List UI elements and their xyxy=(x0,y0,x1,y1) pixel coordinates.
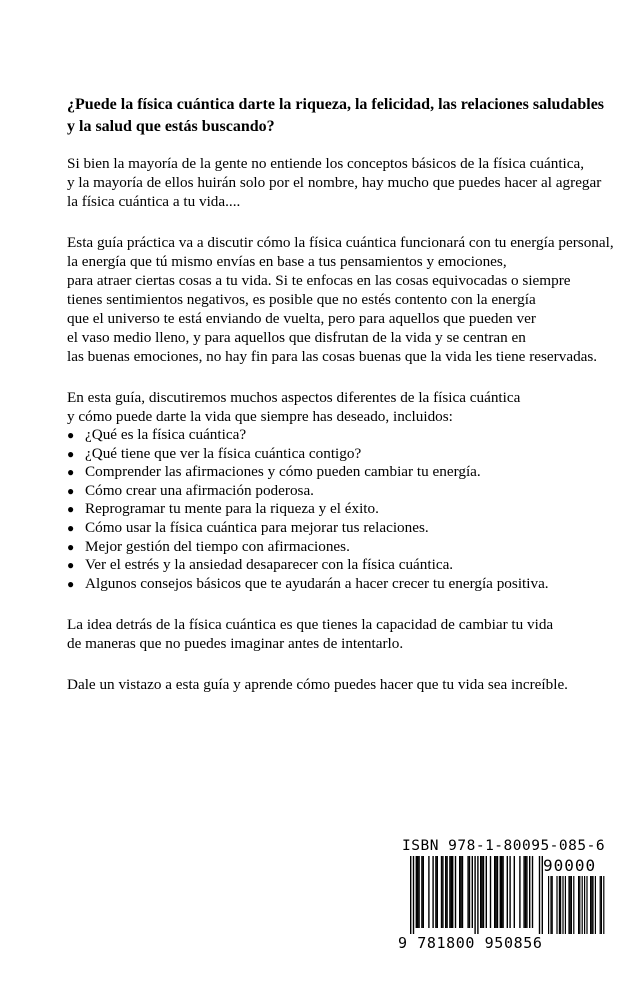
blurb xyxy=(67,94,639,716)
price-code: 90000 xyxy=(543,856,597,875)
barcode-bar xyxy=(490,856,491,928)
barcode-bar xyxy=(500,856,501,928)
barcode-bar xyxy=(514,856,515,928)
list-item: ● Comprender las afirmaciones y cómo pueden cambiar tu energía. xyxy=(67,463,481,481)
isbn-label: ISBN 978-1-80095-085-6 xyxy=(402,838,606,854)
barcode-bar xyxy=(441,856,442,928)
barcode-bar xyxy=(442,856,443,928)
barcode-bar xyxy=(459,856,460,928)
addon-bar xyxy=(600,876,601,934)
addon-bar xyxy=(548,876,549,934)
addon-bar xyxy=(578,876,579,934)
addon-bar xyxy=(592,876,593,934)
addon-bar xyxy=(601,876,602,934)
barcode-bar xyxy=(472,856,473,928)
bullet-icon: ● xyxy=(67,465,75,480)
barcode-bar xyxy=(432,856,433,928)
addon-bar xyxy=(582,876,583,934)
addon-bar xyxy=(560,876,561,934)
barcode-bar xyxy=(410,856,411,934)
addon-bar xyxy=(579,876,580,934)
barcode-bar xyxy=(462,856,463,928)
barcode-bar xyxy=(501,856,502,928)
headline: ¿Puede la física cuántica darte la riqueza, la felicidad, las relaciones saludables y la salud que estás buscando? xyxy=(67,96,605,135)
barcode-bar xyxy=(497,856,498,928)
paragraph-idea: La idea detrás de la física cuántica es que tienes la capacidad de cambiar tu vida de maneras que no puedes imaginar antes de intentarlo. xyxy=(67,616,554,653)
addon-bar xyxy=(562,876,563,934)
barcode-bar xyxy=(525,856,526,928)
bullet-icon: ● xyxy=(67,502,75,517)
paragraph-guide: Esta guía práctica va a discutir cómo la física cuántica funcionará con tu energía personal, la energía que tú mismo envías en base a tus pensamientos y emociones, para atraer ciertas cosas a tu vida. Si te enfocas en las cosas equivocadas o siempre tienes sentimientos negativos, es posible que no estés contento con la energía que el universo te está enviando de vuelta, pero para aquellos que pueden ver el vaso medio lleno, y para aquellos que disfrutan de la vida y se centran en las buenas emociones, no hay fin para las cosas buenas que la vida les tiene reservadas. xyxy=(67,234,614,365)
addon-bar xyxy=(550,876,551,934)
barcode-bar xyxy=(435,856,436,928)
barcode-bar xyxy=(494,856,495,928)
barcode-bar xyxy=(423,856,424,928)
addon-bar xyxy=(584,876,585,934)
list-item: ● Mejor gestión del tiempo con afirmaciones. xyxy=(67,537,350,555)
addon-bar xyxy=(568,876,569,934)
bullet-icon: ● xyxy=(67,483,75,498)
addon-bar xyxy=(565,876,566,934)
barcode-bar xyxy=(481,856,482,928)
barcode-bar xyxy=(495,856,496,928)
barcode-bar xyxy=(460,856,461,928)
barcode-bar xyxy=(418,856,419,928)
barcode-bar xyxy=(523,856,524,928)
addon-bar xyxy=(590,876,591,934)
barcode-bar xyxy=(483,856,484,928)
barcode-bar xyxy=(445,856,446,928)
bullet-icon: ● xyxy=(67,558,75,573)
paragraph-closing: Dale un vistazo a esta guía y aprende cómo puedes hacer que tu vida sea increíble. xyxy=(67,676,568,694)
barcode-bar xyxy=(529,856,530,928)
list-item: ● Cómo crear una afirmación poderosa. xyxy=(67,481,314,499)
addon-bar xyxy=(552,876,553,934)
barcode-bar xyxy=(526,856,527,928)
list-item: ● Cómo usar la física cuántica para mejorar tus relaciones. xyxy=(67,518,429,536)
barcode-bar xyxy=(519,856,520,928)
addon-bar xyxy=(571,876,572,934)
barcode-bar xyxy=(539,856,540,934)
list-item: ● Ver el estrés y la ansiedad desaparecer con la física cuántica. xyxy=(67,556,454,574)
barcode-bar xyxy=(416,856,417,928)
barcode-bar xyxy=(437,856,438,928)
barcode-bar xyxy=(417,856,418,928)
addon-bar xyxy=(586,876,587,934)
barcode-bar xyxy=(469,856,470,928)
paragraph-intro: Si bien la mayoría de la gente no entiende los conceptos básicos de la física cuántica, y la mayoría de ellos huirán solo por el nombre, hay mucho que puedes hacer al agregar la física cuántica a tu vida.... xyxy=(67,155,602,210)
addon-bar xyxy=(556,876,557,934)
barcode-bar xyxy=(452,856,453,928)
bullet-icon: ● xyxy=(67,576,75,591)
barcode-bar xyxy=(486,856,487,928)
barcode-bar xyxy=(509,856,510,928)
barcode-bar xyxy=(428,856,429,928)
list-item: ● Reprogramar tu mente para la riqueza y el éxito. xyxy=(67,500,379,518)
bullet-icon: ● xyxy=(67,539,75,554)
barcode-bar xyxy=(449,856,450,928)
list-item: ● ¿Qué es la física cuántica? xyxy=(67,426,247,443)
addon-bar xyxy=(591,876,592,934)
barcode-bar xyxy=(421,856,422,928)
barcode-bar xyxy=(455,856,456,928)
isbn-barcode xyxy=(398,838,608,956)
barcode-bar xyxy=(502,856,503,928)
list-item: ● ¿Qué tiene que ver la física cuántica contigo? xyxy=(67,444,362,462)
addon-bar xyxy=(559,876,560,934)
bullet-icon: ● xyxy=(67,520,75,535)
addon-bar xyxy=(570,876,571,934)
ean-digits: 9 781800 950856 xyxy=(398,934,543,952)
bullet-icon: ● xyxy=(67,428,75,442)
addon-bar xyxy=(573,876,574,934)
topics-list xyxy=(67,426,639,593)
addon-bar xyxy=(603,876,604,934)
barcode-bar xyxy=(413,856,414,934)
barcode-bar xyxy=(474,856,475,934)
barcode-bar xyxy=(451,856,452,928)
barcode-bar xyxy=(532,856,533,928)
barcode-bar xyxy=(507,856,508,928)
list-intro: En esta guía, discutiremos muchos aspectos diferentes de la física cuántica y cómo puede darte la vida que siempre has deseado, incluidos: xyxy=(67,389,521,425)
bullet-icon: ● xyxy=(67,446,75,461)
barcode-bar xyxy=(446,856,447,928)
list-item: ● Algunos consejos básicos que te ayudarán a hacer crecer tu energía positiva. xyxy=(67,574,549,592)
barcode-bar xyxy=(480,856,481,928)
barcode-bar xyxy=(467,856,468,928)
addon-bar xyxy=(595,876,596,934)
barcode-bar xyxy=(477,856,478,934)
